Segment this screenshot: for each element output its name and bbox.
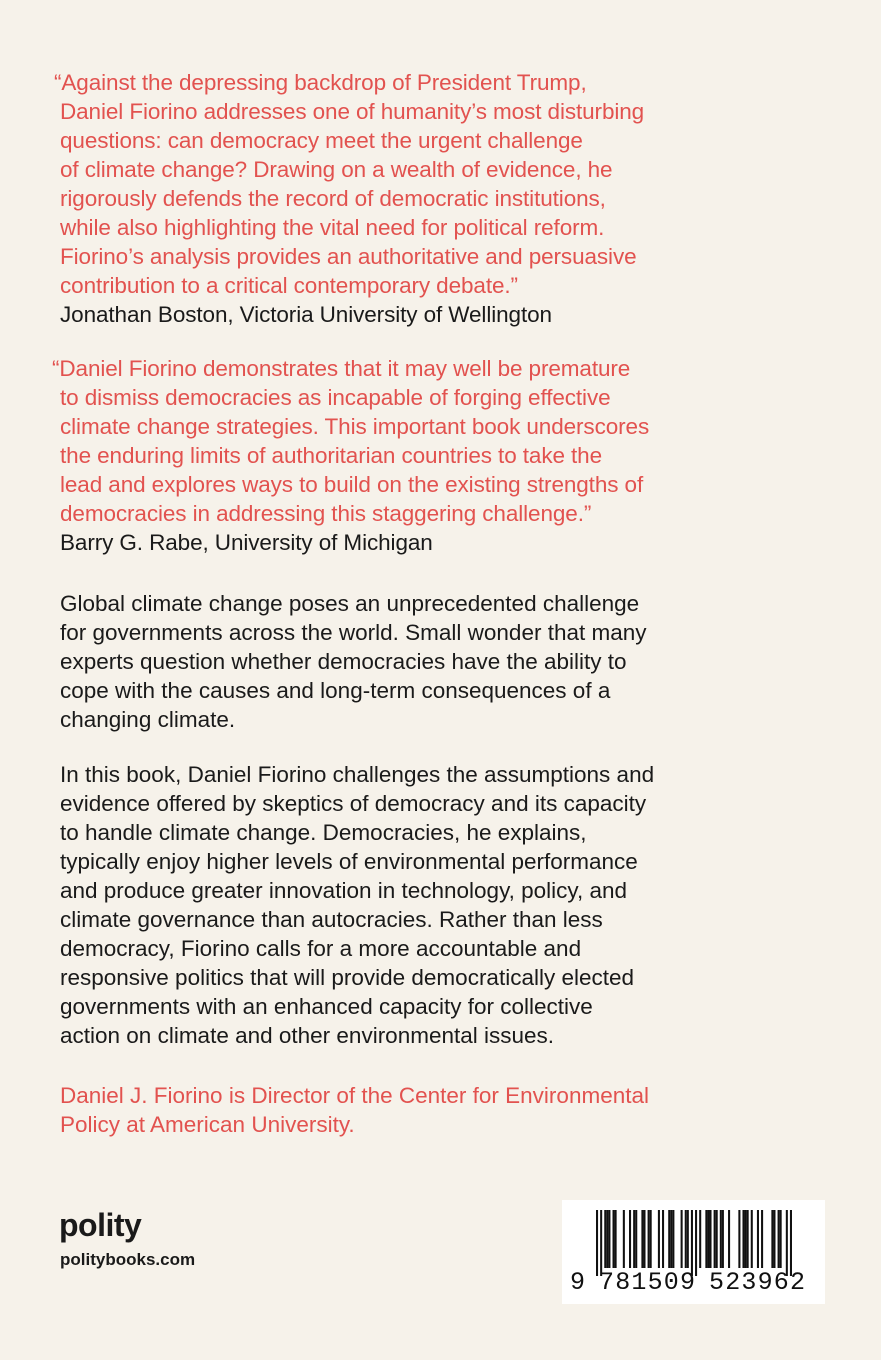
paragraph-line: governments with an enhanced capacity for collective [60,994,593,1019]
quote-line: the enduring limits of authoritarian countries to take the [60,443,603,468]
barcode-bar [643,1210,645,1268]
paragraph-line: In this book, Daniel Fiorino challenges the assumptions and [60,762,655,787]
barcode-bar [738,1210,740,1268]
barcode-bar [670,1210,672,1268]
isbn-left-group: 781509 [599,1268,697,1297]
barcode-bar [635,1210,637,1268]
barcode-bar [709,1210,711,1268]
quote-line: “Daniel Fiorino demonstrates that it may well be premature [52,356,631,381]
quote-line: while also highlighting the vital need for political reform. [60,215,605,240]
barcode-bar [672,1210,674,1268]
barcode-bar [771,1210,773,1268]
paragraph-line: action on climate and other environmental issues. [60,1023,555,1048]
isbn-digits [562,1268,825,1298]
paragraph-line: to handle climate change. Democracies, he explains, [60,820,587,845]
quote-line: lead and explores ways to build on the existing strengths of [60,472,644,497]
barcode-bar [648,1210,650,1268]
barcode-bar [608,1210,610,1268]
barcode-bar [668,1210,670,1268]
barcode-bar [747,1210,749,1268]
quote-line: rigorously defends the record of democratic institutions, [60,186,606,211]
quote-line: of climate change? Drawing on a wealth of evidence, he [60,157,613,182]
barcode-bar [745,1210,747,1268]
barcode-bars [596,1210,792,1276]
barcode-bar [705,1210,707,1268]
paragraph-line: democracy, Fiorino calls for a more accountable and [60,936,582,961]
author-bio-line: Policy at American University. [60,1112,355,1137]
quote-line: Fiorino’s analysis provides an authoritative and persuasive [60,244,637,269]
barcode-bar [633,1210,635,1268]
description-paragraph-1 [60,589,720,734]
paragraph-line: experts question whether democracies have the ability to [60,649,627,674]
quote-line: Daniel Fiorino addresses one of humanity’s most disturbing [60,99,645,124]
barcode-bar [681,1210,683,1268]
paragraph-line: changing climate. [60,707,236,732]
barcode-bar [641,1210,643,1268]
barcode-bar [757,1210,759,1268]
barcode-bar [615,1210,617,1268]
barcode-bar [613,1210,615,1268]
barcode-bar [778,1210,780,1268]
barcode-bar [604,1210,606,1268]
paragraph-line: typically enjoy higher levels of environmental performance [60,849,638,874]
barcode-bar [699,1210,701,1268]
barcode-bar [623,1210,625,1268]
paragraph-line: for governments across the world. Small wonder that many [60,620,647,645]
publisher-logo: polity [59,1207,142,1243]
barcode-bar [714,1210,716,1268]
barcode-bar [650,1210,652,1268]
quote-line: contribution to a critical contemporary debate.” [60,273,518,298]
quote-line: democracies in addressing this staggering challenge.” [60,501,592,526]
paragraph-line: responsive politics that will provide democratically elected [60,965,635,990]
barcode-bar [742,1210,744,1268]
paragraph-line: climate governance than autocracies. Rather than less [60,907,603,932]
barcode-bar [629,1210,631,1268]
paragraph-line: and produce greater innovation in technology, policy, and [60,878,628,903]
barcode-bar [773,1210,775,1268]
description-paragraph-2 [60,760,720,1050]
barcode-bar [707,1210,709,1268]
quote-line: questions: can democracy meet the urgent challenge [60,128,583,153]
paragraph-line: evidence offered by skeptics of democracy and its capacity [60,791,647,816]
barcode-bar [662,1210,664,1268]
barcode-bar [596,1210,598,1276]
barcode-bar [606,1210,608,1268]
quote-attribution: Barry G. Rabe, University of Michigan [60,530,433,555]
author-bio-line: Daniel J. Fiorino is Director of the Center for Environmental [60,1083,649,1108]
barcode-bar [780,1210,782,1268]
quote-line: “Against the depressing backdrop of President Trump, [54,70,587,95]
barcode-bar [751,1210,753,1268]
barcode-bar [728,1210,730,1268]
endorsement-quote-boston [54,68,700,329]
barcode-bar [687,1210,689,1268]
paragraph-line: Global climate change poses an unprecedented challenge [60,591,640,616]
barcode-bar [720,1210,722,1268]
isbn-barcode [562,1200,825,1304]
barcode-bar [691,1210,693,1276]
barcode-bar [716,1210,718,1268]
barcode-bar [761,1210,763,1268]
publisher-url: politybooks.com [60,1250,196,1269]
quote-line: climate change strategies. This important book underscores [60,414,650,439]
isbn-right-group: 523962 [709,1268,807,1297]
barcode-bar [685,1210,687,1268]
barcode-bar [790,1210,792,1276]
quote-attribution: Jonathan Boston, Victoria University of Wellington [60,302,552,327]
paragraph-line: cope with the causes and long-term consequences of a [60,678,611,703]
barcode-bar [695,1210,697,1276]
barcode-bar [600,1210,602,1276]
barcode-bar [786,1210,788,1276]
barcode-bar [658,1210,660,1268]
isbn-first-digit: 9 [570,1268,586,1297]
quote-line: to dismiss democracies as incapable of forging effective [60,385,611,410]
barcode-bar [722,1210,724,1268]
author-bio [60,1081,649,1139]
endorsement-quote-rabe [52,354,700,557]
